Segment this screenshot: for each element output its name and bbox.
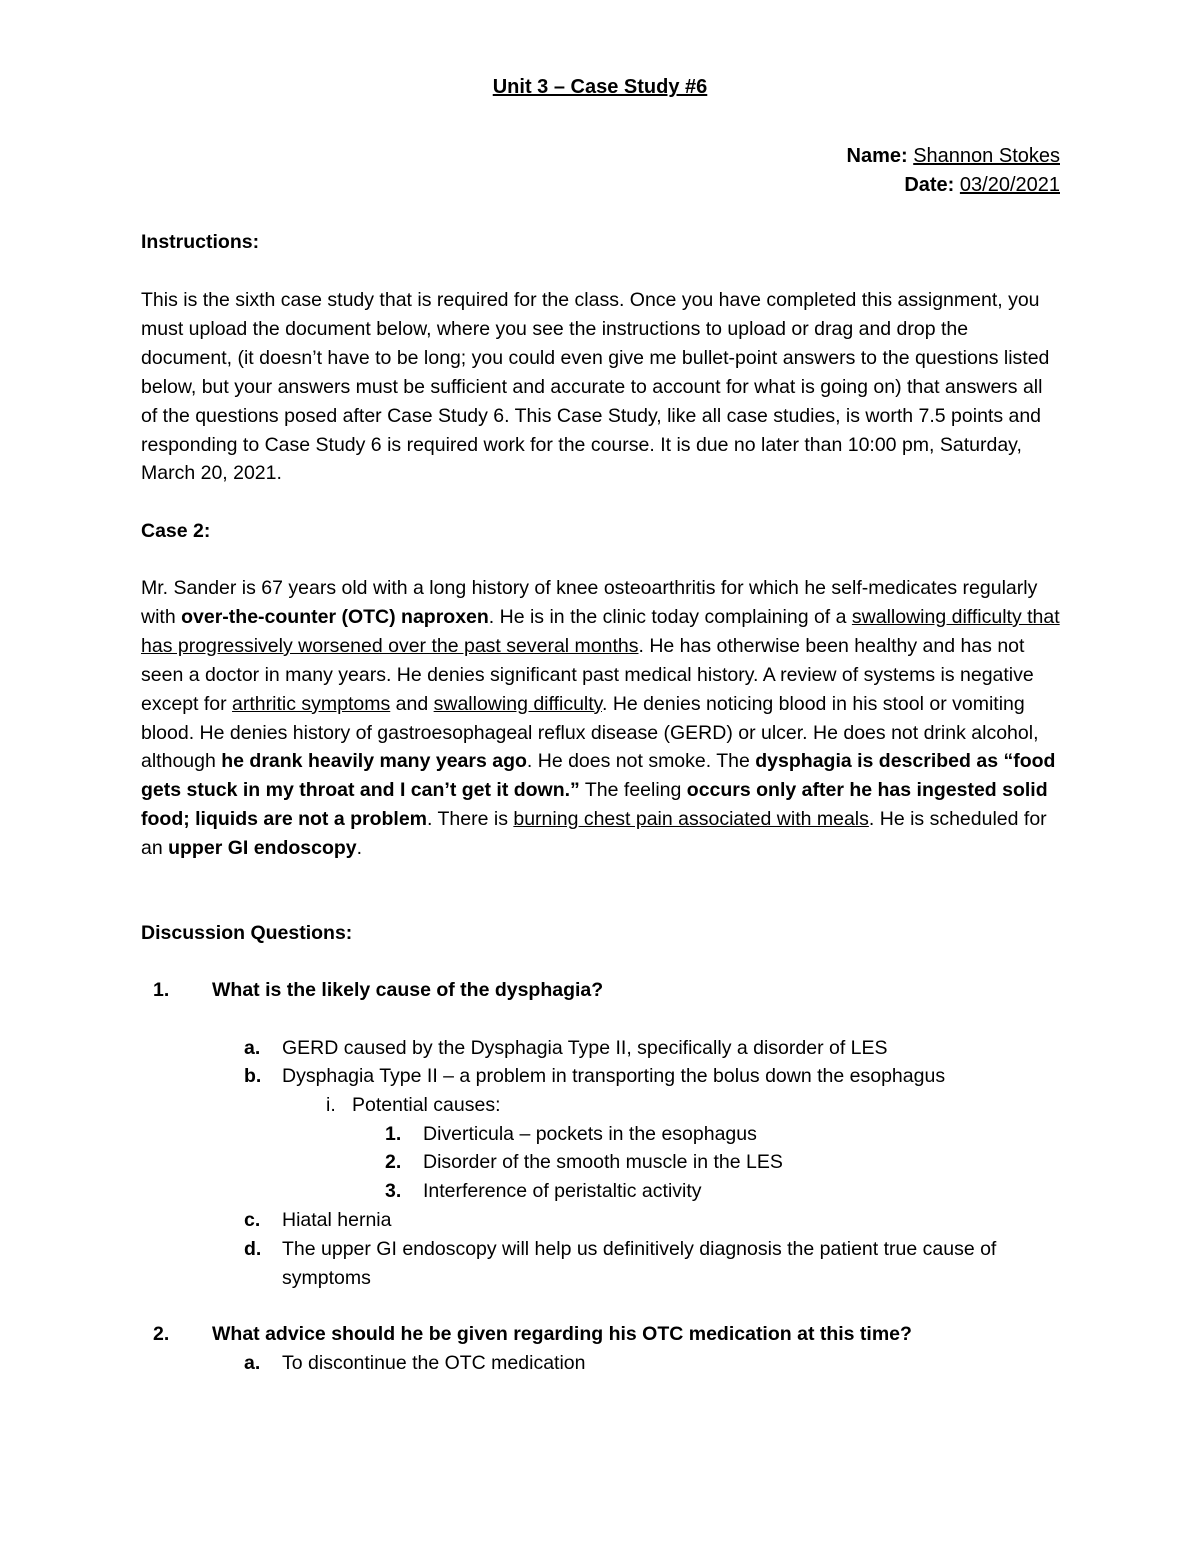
case-text: and — [390, 692, 434, 715]
discussion-heading: Discussion Questions: — [141, 922, 353, 944]
answer-letter: a. — [244, 1037, 261, 1059]
instructions-body: This is the sixth case study that is required for the class. Once you have completed this assignment, you must upload the document below, where you see the instructions to upload or drag and drop the document, (it doesn’t have to be long; you could even give me bullet-point answers to the questions listed below, but your answers must be sufficient and accurate to account for what is going on) that answers all of the questions posed after Case Study 6. This Case Study, like all case studies, is worth 7.5 points and responding to Case Study 6 is required work for the course. It is due no later than 10:00 pm, Saturday, March 20, 2021. — [141, 289, 1050, 485]
case-text-bold: dysphagia is described as “food gets stuck in my throat and I can’t get it down.” — [141, 750, 1056, 802]
sub-sub-answer-number: 3. — [385, 1180, 402, 1202]
case-text: . There is — [427, 808, 514, 831]
sub-answer-text: Potential causes: — [352, 1094, 501, 1116]
answer-letter: a. — [244, 1352, 261, 1374]
question-number: 1. — [153, 979, 170, 1001]
question-text: What is the likely cause of the dysphagia? — [212, 979, 604, 1001]
sub-sub-answer-text: Disorder of the smooth muscle in the LES — [423, 1151, 783, 1173]
answer-text: The upper GI endoscopy will help us definitively diagnosis the patient true cause of symptoms — [282, 1238, 997, 1289]
question-text: What advice should he be given regarding his OTC medication at this time? — [212, 1323, 912, 1345]
case-text-bold: over-the-counter (OTC) naproxen — [181, 605, 489, 628]
answer-text: Dysphagia Type II – a problem in transporting the bolus down the esophagus — [282, 1065, 946, 1087]
sub-sub-answer-number: 1. — [385, 1123, 402, 1145]
sub-sub-answer-number: 2. — [385, 1151, 402, 1173]
question-number: 2. — [153, 1323, 170, 1345]
name-line — [847, 142, 1060, 170]
case-text: . He is scheduled for an — [141, 808, 1047, 860]
answer-text: To discontinue the OTC medication — [282, 1352, 586, 1374]
case-text: . He is in the clinic today complaining of a — [488, 605, 852, 628]
case-text-underlined: swallowing difficulty that has progressively worsened over the past several months — [141, 605, 1060, 657]
case-heading: Case 2: — [141, 520, 211, 542]
case-text: Mr. Sander is 67 years old with a long history of knee osteoarthritis for which he self-medicates regularly with — [141, 577, 1038, 628]
case-text: . He has otherwise been healthy and has not seen a doctor in many years. He denies significant past medical history. A review of systems is negative except for — [141, 634, 1034, 715]
answer-text: Hiatal hernia — [282, 1209, 392, 1231]
sub-answer-numeral: i. — [326, 1094, 336, 1116]
case-text-bold: upper GI endoscopy — [168, 837, 357, 860]
case-text-underlined: arthritic symptoms — [232, 692, 391, 715]
answer-letter: d. — [244, 1238, 262, 1260]
page-title: Unit 3 – Case Study #6 — [492, 76, 708, 98]
date-value: 03/20/2021 — [959, 174, 1060, 196]
case-text-bold: occurs only after he has ingested solid food; liquids are not a problem — [141, 779, 1048, 831]
sub-sub-answer-text: Diverticula – pockets in the esophagus — [423, 1123, 757, 1145]
answer-item — [244, 1235, 1064, 1295]
name-value: Shannon Stokes — [913, 145, 1060, 167]
case-text-underlined: burning chest pain associated with meals — [513, 808, 869, 831]
case-narrative — [141, 574, 1061, 863]
case-text: . He does not smoke. The — [526, 750, 756, 773]
sub-sub-answer-text: Interference of peristaltic activity — [423, 1180, 702, 1202]
answer-text: GERD caused by the Dysphagia Type II, specifically a disorder of LES — [282, 1037, 888, 1059]
instructions-heading: Instructions: — [141, 231, 260, 253]
answer-letter: c. — [244, 1209, 261, 1231]
case-text-underlined: swallowing difficulty — [433, 692, 602, 715]
date-label: Date: — [904, 174, 955, 196]
case-text-bold: he drank heavily many years ago — [221, 750, 527, 773]
name-label: Name: — [846, 145, 908, 167]
case-text: . He denies noticing blood in his stool or vomiting blood. He denies history of gastroesophageal reflux disease (GERD) or ulcer. He does not drink alcohol, although — [141, 692, 1039, 773]
date-line — [904, 171, 1060, 199]
case-text: . — [356, 837, 363, 860]
case-text: The feeling — [579, 779, 687, 802]
answer-letter: b. — [244, 1065, 262, 1087]
